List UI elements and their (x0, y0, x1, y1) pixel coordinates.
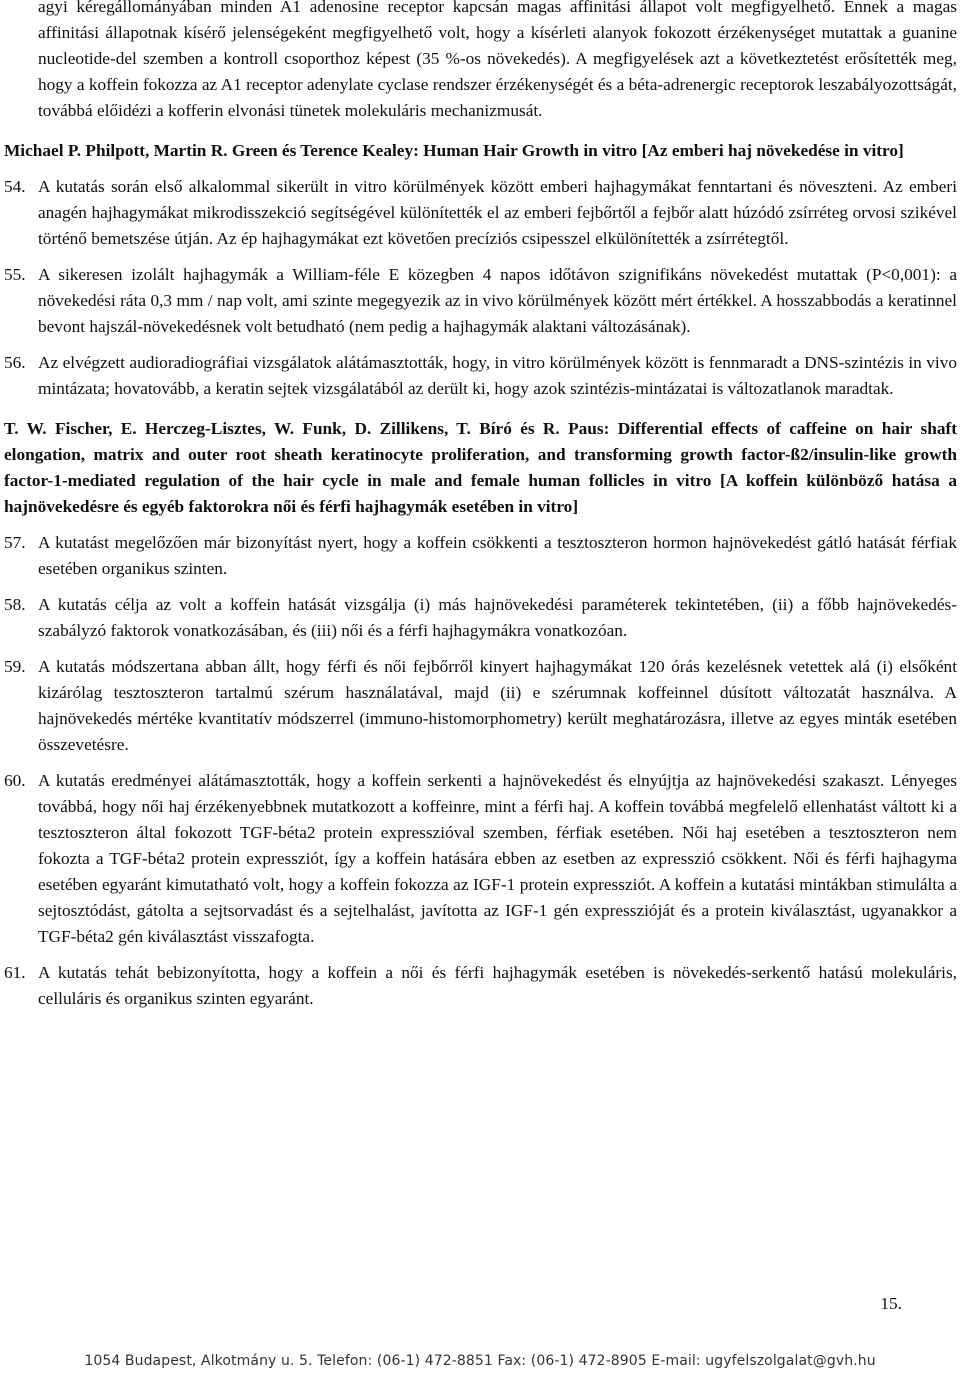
paragraph-text: A kutatást megelőzően már bizonyítást nyert, hogy a koffein csökkenti a tesztoszteron hormon hajnövekedést gátló hatását férfiak esetében organikus szinten. (38, 533, 957, 578)
footer-contact: 1054 Budapest, Alkotmány u. 5. Telefon: (06-1) 472-8851 Fax: (06-1) 472-8905 E-mail: ugyfelszolgalat@gvh.hu (84, 1353, 876, 1369)
paragraph-number: 59. (4, 657, 26, 676)
paragraph-text: A kutatás célja az volt a koffein hatását vizsgálja (i) más hajnövekedési paraméterek tekintetében, (ii) a főbb hajnövekedés-szabályzó faktorok vonatkozásában, és (iii) női és a férfi hajhagymákra vonatkozóan. (38, 595, 957, 640)
section-heading-fischer: T. W. Fischer, E. Herczeg-Lisztes, W. Funk, D. Zillikens, T. Bíró és R. Paus: Differential effects of caffeine on hair shaft elongation, matrix and outer root sheath keratinocyte proliferation, and transforming growth factor-ß2/insulin-like growth factor-1-mediated regulation of the hair cycle in male and female human follicles in vitro [A koffein különböző hatása a hajnövekedésre és egyéb faktorokra női és férfi hajhagymák esetében in vitro] (4, 419, 957, 516)
paragraph-number: 54. (4, 177, 26, 196)
paragraph-number: 61. (4, 963, 26, 982)
continuation-paragraph: agyi kéregállományában minden A1 adenosine receptor kapcsán magas affinitási állapot volt megfigyelhető. Ennek a magas affinitási állapotnak kísérő jelenségeként megfigyelhető volt, hogy a kísérleti alanyok fokozott érzékenységet mutattak a guanine nucleotide-del szemben a kontroll csoporthoz képest (35 %-os növekedés). A megfigyelések azt a következtetést erősítették meg, hogy a koffein fokozza az A1 receptor adenylate cyclase rendszer érzékenységét és a béta-adrenergic receptorok leszabályozottságát, továbbá előidézi a kofferin elvonási tünetek molekuláris mechanizmusát. (38, 0, 957, 120)
paragraph-58 (4, 592, 957, 644)
page-number: 15. (880, 1294, 902, 1313)
paragraph-text: A kutatás eredményei alátámasztották, hogy a koffein serkenti a hajnövekedést és elnyújtja az hajnövekedési szakaszt. Lényeges továbbá, hogy női haj érzékenyebbnek mutatkozott a koffeinre, mint a férfi haj. A koffein továbbá megfelelő ellenhatást váltott ki a tesztoszteron által fokozott TGF-béta2 protein expresszióval szemben, férfiak esetében. Női haj esetében a tesztoszteron nem fokozta a TGF-béta2 protein expressziót, így a koffein hatására ebben az esetben az expresszió csökkent. Női és férfi hajhagyma esetében egyaránt kimutatható volt, hogy a koffein fokozza az IGF-1 protein expressziót. A koffein a kutatási mintákban stimulálta a sejtosztódást, gátolta a sejtsorvadást és a sejtelhalást, javította az IGF-1 gén expresszióját és a protein kiválasztást, ugyanakkor a TGF-béta2 gén kiválasztást visszafogta. (38, 771, 957, 946)
paragraph-55 (4, 262, 957, 340)
paragraph-number: 57. (4, 533, 26, 552)
paragraph-text: A kutatás tehát bebizonyította, hogy a koffein a női és férfi hajhagymák esetében is növekedés-serkentő hatású molekuláris, celluláris és organikus szinten egyaránt. (38, 963, 957, 1008)
paragraph-number: 58. (4, 595, 26, 614)
paragraph-number: 60. (4, 771, 26, 790)
section-heading-philpott: Michael P. Philpott, Martin R. Green és Terence Kealey: Human Hair Growth in vitro [Az emberi haj növekedése in vitro] (4, 141, 904, 160)
document-body (4, 0, 957, 1012)
paragraph-61 (4, 960, 957, 1012)
paragraph-57 (4, 530, 957, 582)
paragraph-54 (4, 174, 957, 252)
paragraph-59 (4, 654, 957, 758)
paragraph-56 (4, 350, 957, 402)
paragraph-text: A kutatás során első alkalommal sikerült in vitro körülmények között emberi hajhagymákat fenntartani és növeszteni. Az emberi anagén hajhagymákat mikrodisszekció segítségével különítették el az emberi fejbőrtől a fejbőr alatt húzódó zsírréteg orvosi szikével történő bemetszése útján. Az ép hajhagymákat ezt követően precíziós csipesszel elkülönítették a zsírrétegtől. (38, 177, 957, 248)
paragraph-60 (4, 768, 957, 950)
paragraph-number: 56. (4, 353, 26, 372)
paragraph-number: 55. (4, 265, 26, 284)
paragraph-text: Az elvégzett audioradiográfiai vizsgálatok alátámasztották, hogy, in vitro körülmények között is fennmaradt a DNS-szintézis in vivo mintázata; hovatovább, a keratin sejtek vizsgálatából az derült ki, hogy azok szintézis-mintázatai is változatlanok maradtak. (38, 353, 957, 398)
paragraph-text: A kutatás módszertana abban állt, hogy férfi és női fejbőrről kinyert hajhagymákat 120 órás kezelésnek vetettek alá (i) elsőként kizárólag tesztoszteron tartalmú szérum használatával, majd (ii) e szérumnak koffeinnel dúsított változatát használva. A hajnövekedés mértéke kvantitatív módszerrel (immuno-histomorphometry) került meghatározásra, illetve az egyes minták esetében összevetésre. (38, 657, 957, 754)
paragraph-text: A sikeresen izolált hajhagymák a William-féle E közegben 4 napos időtávon szignifikáns növekedést mutattak (P<0,001): a növekedési ráta 0,3 mm / nap volt, ami szinte megegyezik az in vivo körülmények között mért értékkel. A hosszabbodás a keratinnel bevont hajszál-növekedésnek volt betudható (nem pedig a hajhagymák alaktani változásának). (38, 265, 957, 336)
